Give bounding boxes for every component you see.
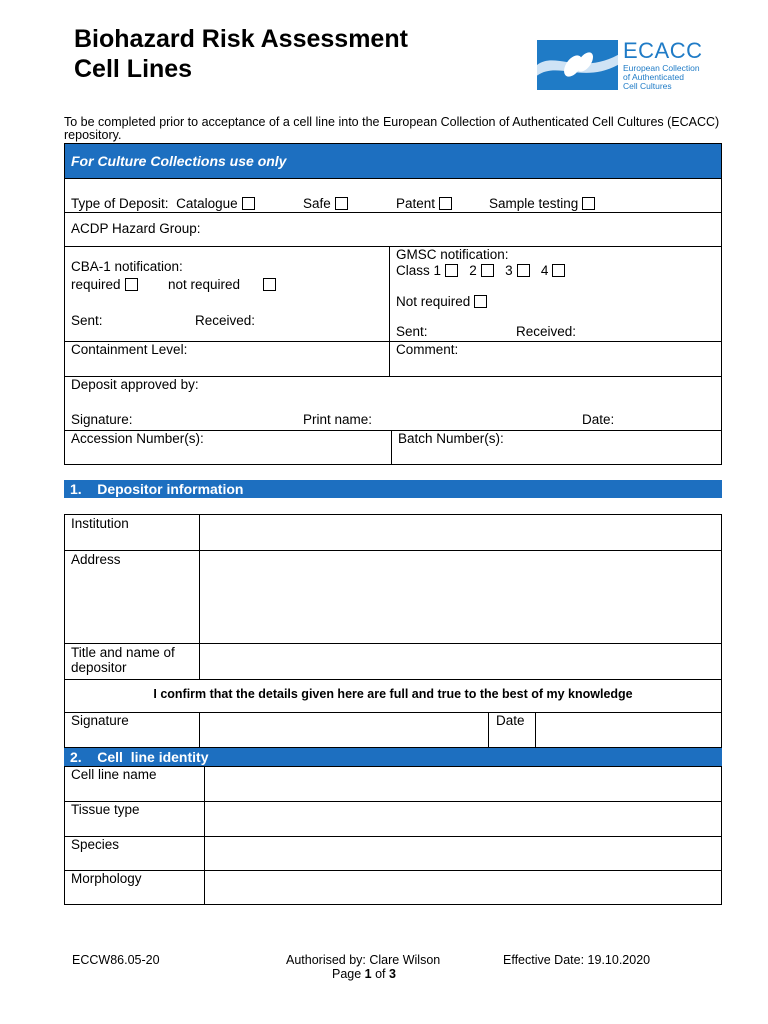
gmsc-received-label: Received: [516,324,577,339]
page-title [74,24,408,84]
deposit-type-label: Type of Deposit: [71,196,169,211]
logo-sub-1: European Collection [623,63,700,73]
catalogue-checkbox[interactable] [242,197,255,210]
cba-required-checkbox[interactable] [125,278,138,291]
gmsc-label: GMSC notification: [396,247,509,262]
ecacc-logo [537,40,717,90]
safe-checkbox[interactable] [335,197,348,210]
cell-line-name-label: Cell line name [71,767,157,782]
morphology-field[interactable] [205,871,721,904]
depositor-signature-label: Signature [71,713,129,728]
morphology-label: Morphology [71,871,142,886]
patent-checkbox[interactable] [439,197,452,210]
depositor-date-label: Date [496,713,525,728]
page-prefix: Page [332,967,365,981]
title-name-line-1: Title and name of [71,645,175,660]
approval-date-label: Date: [582,412,615,427]
logo-sub-3: Cell Cultures [623,81,672,91]
gmsc-not-required-checkbox[interactable] [474,295,487,308]
species-field[interactable] [205,837,721,870]
section2-heading [64,748,722,766]
cba-required-option [71,277,138,292]
gmsc-sent-label: Sent: [396,324,428,339]
logo-name: ECACC [623,38,703,63]
address-label: Address [71,552,121,567]
footer-effective-date: Effective Date: 19.10.2020 [503,953,651,967]
tissue-type-label: Tissue type [71,802,140,817]
footer-doc-id: ECCW86.05-20 [72,953,160,967]
gmsc-not-required-label: Not required [396,294,471,309]
cba-label: CBA-1 notification: [71,259,183,274]
comment-label: Comment: [396,342,459,357]
gmsc-class1-label: Class 1 [396,263,442,278]
gmsc-class3-label: 3 [505,263,513,278]
catalogue-label: Catalogue [176,196,238,211]
institution-field[interactable] [200,515,721,550]
cba-required-label: required [71,277,121,292]
safe-option [303,196,348,211]
section2-heading-label: 2. Cell line identity [70,749,209,765]
deposit-approved-label: Deposit approved by: [71,377,199,392]
gmsc-class2-label: 2 [469,263,477,278]
cell-logo-icon [537,40,618,90]
footer-authorised: Authorised by: Clare Wilson [286,953,441,967]
depositor-signature-field[interactable] [200,713,488,748]
institution-label: Institution [71,516,129,531]
depositor-name-field[interactable] [200,644,721,679]
address-field[interactable] [200,551,721,643]
depositor-table [64,514,722,748]
cell-line-identity-table [64,766,722,905]
sample-testing-option [489,196,595,211]
gmsc-not-required-option [396,294,487,309]
safe-label: Safe [303,196,331,211]
batch-number-label: Batch Number(s): [398,431,504,446]
title-name-label [71,645,175,675]
title-line-2: Cell Lines [74,55,193,83]
gmsc-class4-checkbox[interactable] [552,264,565,277]
page-current: 1 [364,967,372,981]
gmsc-class3-checkbox[interactable] [517,264,530,277]
patent-label: Patent [396,196,436,211]
footer-page-number [332,967,396,981]
sample-testing-checkbox[interactable] [582,197,595,210]
logo-sub-2: of Authenticated [623,72,684,82]
culture-header [65,144,721,178]
gmsc-class-row [396,263,565,278]
intro-text: To be completed prior to acceptance of a cell line into the European Collection of Authenticated Cell Cultures (ECACC) repository. [64,115,720,142]
title-name-line-2: depositor [71,660,127,675]
accession-number-label: Accession Number(s): [71,431,204,446]
culture-collections-table [64,143,722,465]
cba-sent-label: Sent: [71,313,103,328]
title-line-1: Biohazard Risk Assessment [74,25,408,53]
gmsc-class4-label: 4 [540,263,549,278]
containment-level-label: Containment Level: [71,342,188,357]
deposit-type-row [71,196,255,211]
species-label: Species [71,837,120,852]
approval-print-name-label: Print name: [303,412,373,427]
approval-signature-label: Signature: [71,412,133,427]
tissue-type-field[interactable] [205,802,721,836]
confirmation-statement: I confirm that the details given here are full and true to the best of my knowledge [153,687,633,701]
cba-not-required-label: not required [168,277,241,292]
cba-received-label: Received: [195,313,256,328]
gmsc-class2-checkbox[interactable] [481,264,494,277]
acdp-hazard-label: ACDP Hazard Group: [71,221,201,236]
cell-line-name-field[interactable] [205,767,721,801]
logo-subtitle [623,64,718,91]
patent-option [396,196,452,211]
cba-not-required-option [168,277,276,292]
sample-testing-label: Sample testing [489,196,579,211]
section1-heading [64,480,722,498]
section1-heading-label: 1. Depositor information [70,481,244,497]
page-of: of [371,967,389,981]
depositor-date-field[interactable] [536,713,721,748]
gmsc-class1-checkbox[interactable] [445,264,458,277]
culture-header-label: For Culture Collections use only [71,153,287,169]
page-total: 3 [389,967,396,981]
cba-not-required-checkbox[interactable] [263,278,276,291]
